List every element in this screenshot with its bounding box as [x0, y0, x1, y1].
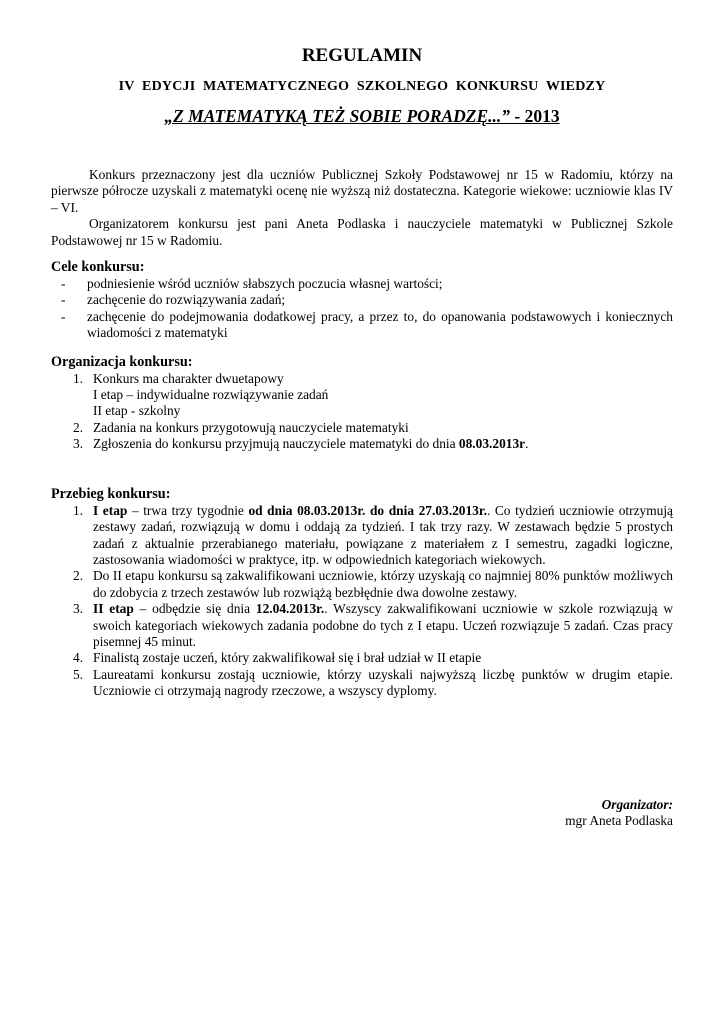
deadline-date: 08.03.2013r — [458, 436, 526, 452]
item-text: Finalistą zostaje uczeń, który zakwalifikował się i brał udział w II etapie — [93, 650, 482, 666]
stage-dates: 12.04.2013r. — [255, 601, 325, 617]
item-text: Zadania na konkurs przygotowują nauczyciele matematyki — [93, 419, 409, 435]
item-text: Do II etapu konkursu są zakwalifikowani uczniowie, którzy uzyskają co najmniej 80% punktów możliwych do zdobycia z trzech zestawów lub rozwiążą bezbłędnie dwa dowolne zestawy. — [93, 568, 673, 600]
item-number: 1. — [73, 502, 84, 518]
list-item — [51, 568, 673, 601]
stage-dates: od dnia 08.03.2013r. do dnia 27.03.2013r. — [248, 502, 487, 518]
course-section — [51, 486, 673, 700]
stage-line: II etap - szkolny — [93, 403, 181, 419]
list-item — [51, 601, 673, 650]
item-text: – trwa trzy tygodnie — [127, 502, 249, 518]
intro-paragraph: Konkurs przeznaczony jest dla uczniów Publicznej Szkoły Podstawowej nr 15 w Radomiu, którzy na pierwsze półrocze uzyskali z matematyki ocenę nie wyższą niż dostateczna. Kategorie wiekowe: uczniowie klas IV – VI. — [51, 167, 673, 215]
course-list — [51, 503, 673, 700]
list-item — [51, 650, 673, 666]
item-number: 4. — [73, 650, 84, 666]
item-number: 2. — [73, 568, 84, 584]
document-subtitle: IV EDYCJI MATEMATYCZNEGO SZKOLNEGO KONKURSU WIEDZY — [118, 79, 606, 94]
intro-paragraph: Organizatorem konkursu jest pani Aneta Podlaska i nauczyciele matematyki w Publicznej Szkole Podstawowej nr 15 w Radomiu. — [51, 216, 673, 248]
list-item — [51, 503, 673, 569]
item-text-end: . — [525, 436, 529, 452]
organization-list — [51, 371, 673, 453]
stage-name: I etap — [93, 502, 128, 518]
item-text: . Co tydzień uczniowie otrzymują zestawy zadań, rozwiązują w domu i oddają za tydzień. I tak trzy razy. W zestawach będzie 5 prostych zadań z aktualnie przerabianego materiału, powiązane z materiałem z I semestru, zagadki logiczne, zastosowania wiadomości w praktyce, itp. w odpowiednich kategoriach wiekowych. — [93, 502, 673, 567]
list-item: - zachęcenie do podejmowania dodatkowej pracy, a przez to, do opanowania podstawowych i koniecznych wiadomości z matematyki — [51, 309, 673, 342]
item-number: 1. — [73, 370, 84, 386]
list-item — [51, 371, 673, 420]
item-text: – odbędzie się dnia — [133, 601, 256, 617]
goals-list — [51, 276, 673, 342]
item-number: 3. — [73, 436, 84, 452]
document-title: REGULAMIN — [301, 45, 423, 66]
signature-block — [565, 797, 673, 830]
list-item: - podniesienie wśród uczniów słabszych poczucia własnej wartości; — [51, 276, 673, 292]
list-item — [51, 420, 673, 436]
stage-line: I etap – indywidualne rozwiązywanie zadań — [93, 387, 329, 403]
stage-name: II etap — [93, 601, 134, 617]
document-page — [51, 45, 673, 829]
contest-name: „Z MATEMATYKĄ TEŻ SOBIE PORADZĘ...” — [164, 106, 511, 126]
signature-role: Organizator: — [601, 797, 673, 812]
organization-section — [51, 354, 673, 453]
item-number: 5. — [73, 666, 84, 682]
item-text: Laureatami konkursu zostają uczniowie, którzy uzyskali najwyższą liczbę punktów w drugim etapie. Uczniowie ci otrzymają nagrody rzeczowe, a wszyscy dyplomy. — [93, 666, 673, 699]
item-number: 2. — [73, 419, 84, 435]
list-item — [51, 436, 673, 452]
item-text: . Wszyscy zakwalifikowani uczniowie w szkole rozwiązują w swoich kategoriach wiekowych zadania podobne do tych z I etapu. Uczeń rozwiązuje 5 zadań. Czas pracy pisemnej 45 minut. — [93, 601, 673, 649]
list-item: - zachęcenie do rozwiązywania zadań; — [51, 292, 673, 308]
contest-year: - 2013 — [510, 106, 560, 126]
section-heading-organization: Organizacja konkursu: — [51, 353, 193, 370]
item-number: 3. — [73, 601, 84, 617]
contest-name-line — [51, 106, 673, 126]
item-text: Konkurs ma charakter dwuetapowy — [93, 370, 284, 386]
list-item — [51, 667, 673, 700]
goals-section — [51, 259, 673, 342]
section-heading-course: Przebieg konkursu: — [51, 485, 171, 502]
item-text: Zgłoszenia do konkursu przyjmują nauczyciele matematyki do dnia — [93, 436, 459, 452]
intro-section — [51, 167, 673, 249]
signature-name: mgr Aneta Podlaska — [565, 813, 673, 829]
section-heading-goals: Cele konkursu: — [51, 259, 145, 276]
